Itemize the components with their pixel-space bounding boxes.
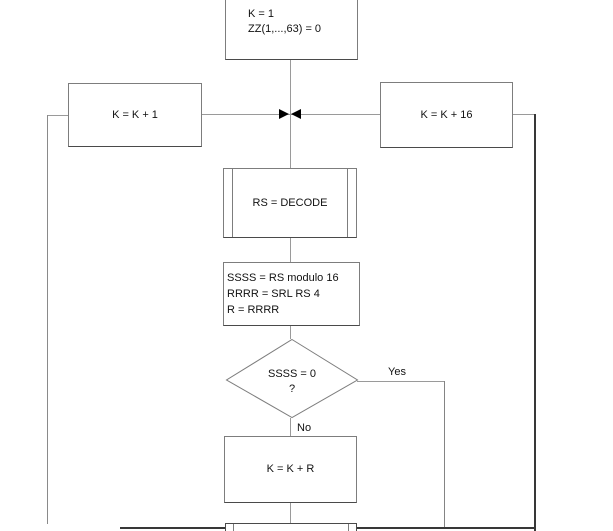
connector-inc1-left-stub bbox=[47, 115, 68, 116]
predefined-process-bar-right bbox=[348, 524, 349, 531]
junction-arrowhead-left-icon bbox=[291, 109, 301, 119]
bottom-cutoff-process-box bbox=[225, 523, 357, 531]
connector-decode-to-extract bbox=[290, 238, 291, 262]
decode-process-box bbox=[223, 168, 357, 238]
extract-box-label: SSSS = RS modulo 16 RRRR = SRL RS 4 R = RRRR bbox=[227, 272, 339, 316]
connector-junction-to-inc16 bbox=[290, 114, 380, 115]
decision-label: SSSS = 0 ? bbox=[267, 368, 316, 395]
init-box-label: K = 1 ZZ(1,...,63) = 0 bbox=[248, 7, 322, 35]
connector-decision-to-addrun bbox=[290, 418, 291, 436]
connector-extract-to-decision bbox=[290, 326, 291, 339]
connector-right-loop bbox=[534, 114, 536, 531]
decode-label: RS = DECODE bbox=[252, 196, 328, 209]
increment-k16-box bbox=[380, 82, 513, 148]
extract-box bbox=[223, 262, 360, 326]
yes-edge-label: Yes bbox=[388, 366, 406, 378]
predefined-process-bar-left bbox=[233, 524, 234, 531]
connector-left-loop bbox=[47, 115, 48, 524]
add-run-label: K = K + R bbox=[266, 463, 315, 475]
increment-k-label: K = K + 1 bbox=[112, 108, 158, 121]
increment-k-box bbox=[68, 83, 202, 147]
junction-arrowhead-right-icon bbox=[279, 109, 289, 119]
predefined-process-bar-right bbox=[347, 169, 348, 237]
add-run-box bbox=[224, 436, 357, 503]
connector-yes-horizontal bbox=[357, 381, 445, 382]
connector-inc16-right-stub bbox=[513, 114, 535, 115]
predefined-process-bar-left bbox=[232, 169, 233, 237]
init-box bbox=[225, 0, 358, 60]
connector-addrun-to-bottom bbox=[290, 503, 291, 523]
connector-inc1-to-junction bbox=[202, 114, 290, 115]
no-edge-label: No bbox=[297, 422, 312, 434]
increment-k16-label: K = K + 16 bbox=[420, 108, 473, 121]
connector-yes-vertical bbox=[444, 381, 445, 528]
